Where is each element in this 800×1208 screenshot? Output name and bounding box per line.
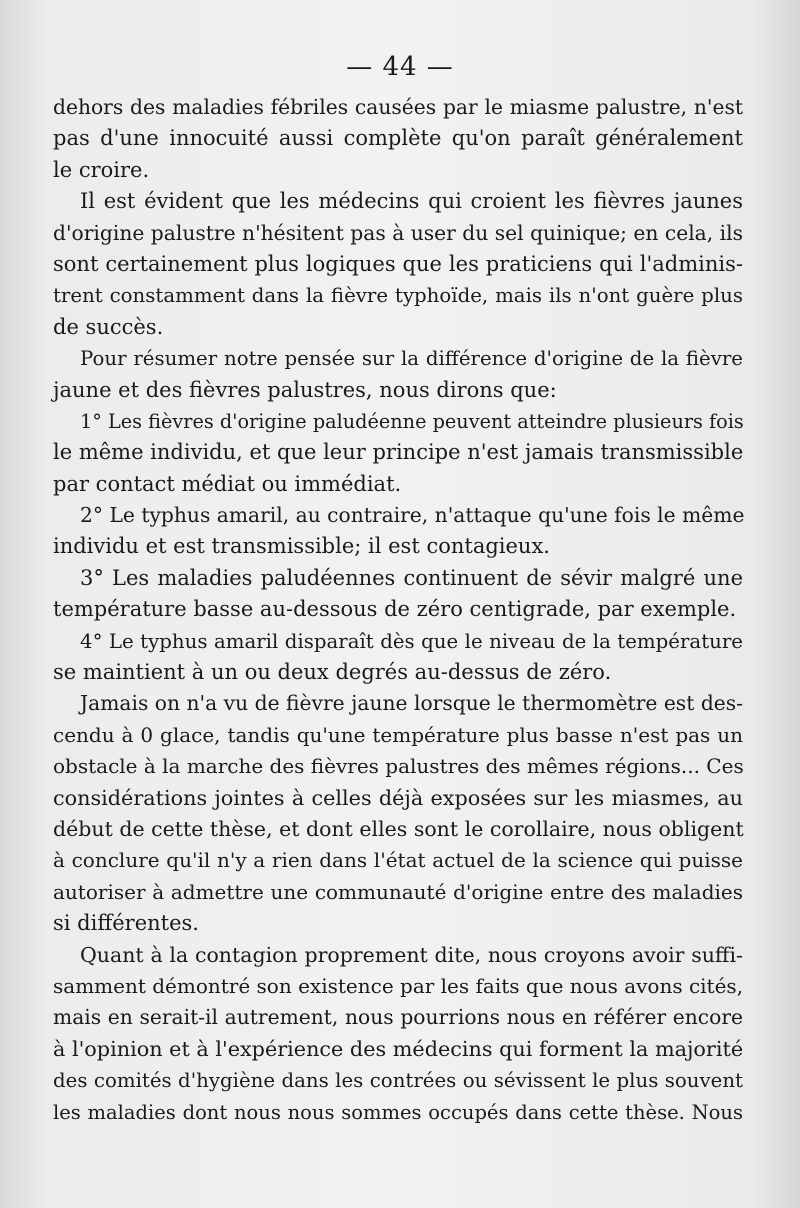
text-line: début de cette thèse, et dont elles sont le corollaire, nous obligent bbox=[53, 816, 744, 841]
text-line: 4° Le typhus amaril disparaît dès que le niveau de la température bbox=[80, 629, 743, 653]
text-line: sont certainement plus logiques que les praticiens qui l'adminis- bbox=[53, 251, 743, 276]
text-line: cendu à 0 glace, tandis qu'une température plus basse n'est pas un bbox=[53, 722, 743, 747]
text-line: à l'opinion et à l'expérience des médecins qui forment la majorité bbox=[53, 1036, 744, 1061]
text-line: jaune et des fièvres palustres, nous dirons que: bbox=[53, 377, 557, 402]
text-line: Pour résumer notre pensée sur la différence d'origine de la fièvre bbox=[80, 347, 743, 371]
text-line: mais en serait-il autrement, nous pourrions nous en référer encore bbox=[53, 1005, 743, 1030]
text-line: trent constamment dans la fièvre typhoïde, mais ils n'ont guère plus bbox=[53, 284, 743, 308]
text-line: le même individu, et que leur principe n'est jamais transmissible bbox=[53, 440, 744, 465]
text-line: par contact médiat ou immédiat. bbox=[53, 471, 402, 496]
text-line: Quant à la contagion proprement dite, nous croyons avoir suffi- bbox=[80, 942, 743, 967]
text-line: se maintient à un ou deux degrés au-dessus de zéro. bbox=[53, 660, 612, 685]
text-line: samment démontré son existence par les faits que nous avons cités, bbox=[53, 973, 744, 998]
text-line: 2° Le typhus amaril, au contraire, n'attaque qu'une fois le même bbox=[80, 503, 745, 528]
text-line: obstacle à la marche des fièvres palustres des mêmes régions... Ces bbox=[53, 754, 744, 779]
text-line: à conclure qu'il n'y a rien dans l'état actuel de la science qui puisse bbox=[53, 848, 743, 873]
text-line: les maladies dont nous nous sommes occupés dans cette thèse. Nous bbox=[53, 1100, 743, 1124]
text-line: 3° Les maladies paludéennes continuent de sévir malgré une bbox=[80, 565, 743, 590]
text-line: considérations jointes à celles déjà exposées sur les miasmes, au bbox=[53, 785, 743, 810]
text-line: d'origine palustre n'hésitent pas à user du sel quinique; en cela, ils bbox=[53, 220, 743, 245]
text-line: 1° Les fièvres d'origine paludéenne peuvent atteindre plusieurs fois bbox=[80, 409, 744, 433]
text-line: de succès. bbox=[53, 314, 164, 339]
text-line: Jamais on n'a vu de fièvre jaune lorsque le thermomètre est des- bbox=[80, 691, 743, 716]
text-line: le croire. bbox=[53, 157, 150, 182]
text-line: dehors des maladies fébriles causées par le miasme palustre, n'est bbox=[53, 95, 743, 119]
text-line: autoriser à admettre une communauté d'origine entre des maladies bbox=[53, 879, 743, 904]
text-line: si différentes. bbox=[53, 911, 199, 936]
text-line: pas d'une innocuité aussi complète qu'on paraît généralement bbox=[53, 126, 743, 151]
text-line: des comités d'hygiène dans les contrées ou sévissent le plus souvent bbox=[53, 1069, 743, 1093]
page-number: — 44 — bbox=[346, 52, 454, 82]
text-line: individu et est transmissible; il est contagieux. bbox=[53, 534, 550, 559]
text-line: Il est évident que les médecins qui croient les fièvres jaunes bbox=[80, 189, 743, 214]
text-line: température basse au-dessous de zéro centigrade, par exemple. bbox=[53, 597, 737, 622]
body-text bbox=[53, 92, 743, 1128]
